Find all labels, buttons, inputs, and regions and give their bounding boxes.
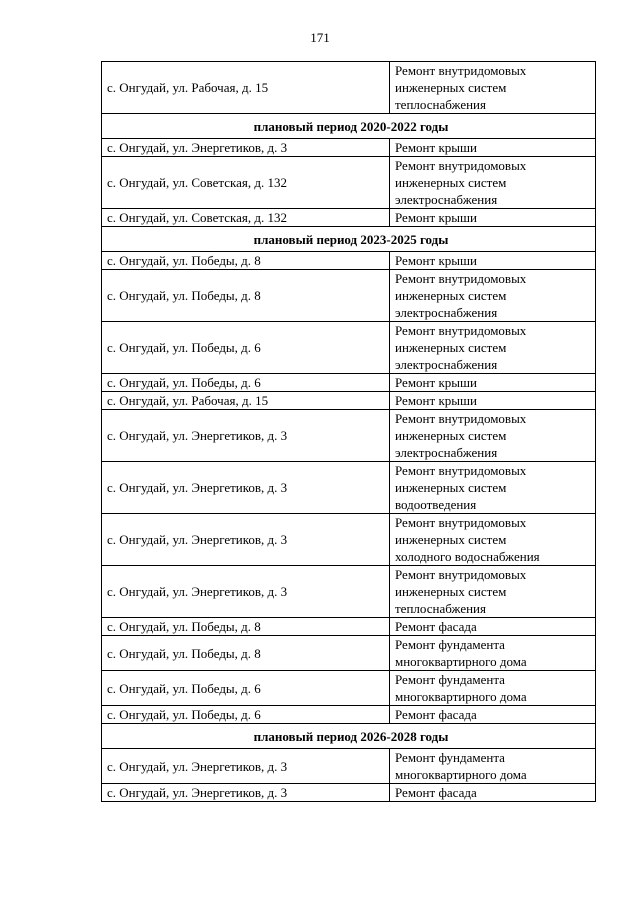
address-cell: с. Онгудай, ул. Победы, д. 6 — [102, 671, 390, 706]
work-type-line: инженерных систем — [395, 288, 507, 303]
work-type-line: Ремонт крыши — [395, 210, 477, 225]
work-type-line: Ремонт внутридомовых — [395, 158, 527, 173]
work-type-line: инженерных систем — [395, 584, 507, 599]
period-header: плановый период 2020-2022 годы — [102, 114, 596, 139]
table-row — [102, 410, 596, 462]
work-type-cell — [390, 209, 596, 227]
work-type-line: Ремонт фундамента — [395, 672, 505, 687]
address-cell: с. Онгудай, ул. Победы, д. 8 — [102, 252, 390, 270]
address-cell: с. Онгудай, ул. Победы, д. 6 — [102, 322, 390, 374]
table-row — [102, 671, 596, 706]
work-type-line: инженерных систем — [395, 175, 507, 190]
work-type-line: Ремонт внутридомовых — [395, 515, 527, 530]
table-row — [102, 784, 596, 802]
period-header-row — [102, 114, 596, 139]
period-header: плановый период 2023-2025 годы — [102, 227, 596, 252]
work-type-cell — [390, 514, 596, 566]
table-row — [102, 322, 596, 374]
work-type-cell — [390, 618, 596, 636]
work-type-line: теплоснабжения — [395, 601, 486, 616]
table-row — [102, 139, 596, 157]
address-cell: с. Онгудай, ул. Энергетиков, д. 3 — [102, 784, 390, 802]
work-type-cell — [390, 706, 596, 724]
table-row — [102, 749, 596, 784]
work-type-cell — [390, 139, 596, 157]
work-type-cell — [390, 462, 596, 514]
work-type-line: Ремонт крыши — [395, 393, 477, 408]
work-type-cell — [390, 671, 596, 706]
work-type-line: инженерных систем — [395, 80, 507, 95]
address-cell: с. Онгудай, ул. Энергетиков, д. 3 — [102, 139, 390, 157]
address-cell: с. Онгудай, ул. Энергетиков, д. 3 — [102, 514, 390, 566]
table-body — [102, 62, 596, 802]
work-type-line: Ремонт крыши — [395, 253, 477, 268]
table-row — [102, 636, 596, 671]
address-cell: с. Онгудай, ул. Советская, д. 132 — [102, 209, 390, 227]
table-row — [102, 706, 596, 724]
address-cell: с. Онгудай, ул. Советская, д. 132 — [102, 157, 390, 209]
work-type-cell — [390, 252, 596, 270]
period-header-row — [102, 724, 596, 749]
work-type-cell — [390, 566, 596, 618]
page-number: 171 — [310, 30, 330, 45]
table-row — [102, 514, 596, 566]
period-header: плановый период 2026-2028 годы — [102, 724, 596, 749]
address-cell: с. Онгудай, ул. Рабочая, д. 15 — [102, 392, 390, 410]
work-type-cell — [390, 784, 596, 802]
table-row — [102, 62, 596, 114]
work-type-line: инженерных систем — [395, 532, 507, 547]
address-cell: с. Онгудай, ул. Победы, д. 6 — [102, 374, 390, 392]
table-row — [102, 566, 596, 618]
address-cell: с. Онгудай, ул. Энергетиков, д. 3 — [102, 566, 390, 618]
work-type-line: Ремонт внутридомовых — [395, 63, 527, 78]
address-cell: с. Онгудай, ул. Энергетиков, д. 3 — [102, 410, 390, 462]
work-type-line: Ремонт фундамента — [395, 637, 505, 652]
address-cell: с. Онгудай, ул. Победы, д. 8 — [102, 636, 390, 671]
work-type-line: Ремонт внутридомовых — [395, 567, 527, 582]
work-type-cell — [390, 636, 596, 671]
table-row — [102, 392, 596, 410]
work-type-line: Ремонт фасада — [395, 707, 477, 722]
work-type-line: электроснабжения — [395, 192, 498, 207]
work-type-line: электроснабжения — [395, 357, 498, 372]
work-type-line: Ремонт фасада — [395, 619, 477, 634]
table-row — [102, 157, 596, 209]
work-type-cell — [390, 62, 596, 114]
table-row — [102, 209, 596, 227]
work-type-line: Ремонт крыши — [395, 375, 477, 390]
table-row — [102, 374, 596, 392]
table-row — [102, 270, 596, 322]
work-type-line: инженерных систем — [395, 340, 507, 355]
work-type-line: Ремонт фасада — [395, 785, 477, 800]
work-type-cell — [390, 392, 596, 410]
work-type-line: Ремонт крыши — [395, 140, 477, 155]
work-type-line: Ремонт внутридомовых — [395, 463, 527, 478]
work-type-line: инженерных систем — [395, 428, 507, 443]
work-type-line: электроснабжения — [395, 305, 498, 320]
table-row — [102, 252, 596, 270]
work-type-line: многоквартирного дома — [395, 767, 527, 782]
work-type-line: теплоснабжения — [395, 97, 486, 112]
work-type-line: водоотведения — [395, 497, 477, 512]
table-row — [102, 618, 596, 636]
work-type-line: холодного водоснабжения — [395, 549, 540, 564]
table-row — [102, 462, 596, 514]
address-cell: с. Онгудай, ул. Рабочая, д. 15 — [102, 62, 390, 114]
work-type-cell — [390, 157, 596, 209]
work-type-line: Ремонт фундамента — [395, 750, 505, 765]
work-type-cell — [390, 270, 596, 322]
address-cell: с. Онгудай, ул. Энергетиков, д. 3 — [102, 462, 390, 514]
work-type-cell — [390, 374, 596, 392]
work-type-line: многоквартирного дома — [395, 654, 527, 669]
work-type-line: многоквартирного дома — [395, 689, 527, 704]
work-type-cell — [390, 749, 596, 784]
work-type-line: инженерных систем — [395, 480, 507, 495]
capital-repair-table — [101, 61, 596, 802]
address-cell: с. Онгудай, ул. Энергетиков, д. 3 — [102, 749, 390, 784]
work-type-line: электроснабжения — [395, 445, 498, 460]
period-header-row — [102, 227, 596, 252]
address-cell: с. Онгудай, ул. Победы, д. 8 — [102, 618, 390, 636]
address-cell: с. Онгудай, ул. Победы, д. 6 — [102, 706, 390, 724]
work-type-line: Ремонт внутридомовых — [395, 411, 527, 426]
address-cell: с. Онгудай, ул. Победы, д. 8 — [102, 270, 390, 322]
work-type-line: Ремонт внутридомовых — [395, 323, 527, 338]
work-type-line: Ремонт внутридомовых — [395, 271, 527, 286]
work-type-cell — [390, 322, 596, 374]
work-type-cell — [390, 410, 596, 462]
